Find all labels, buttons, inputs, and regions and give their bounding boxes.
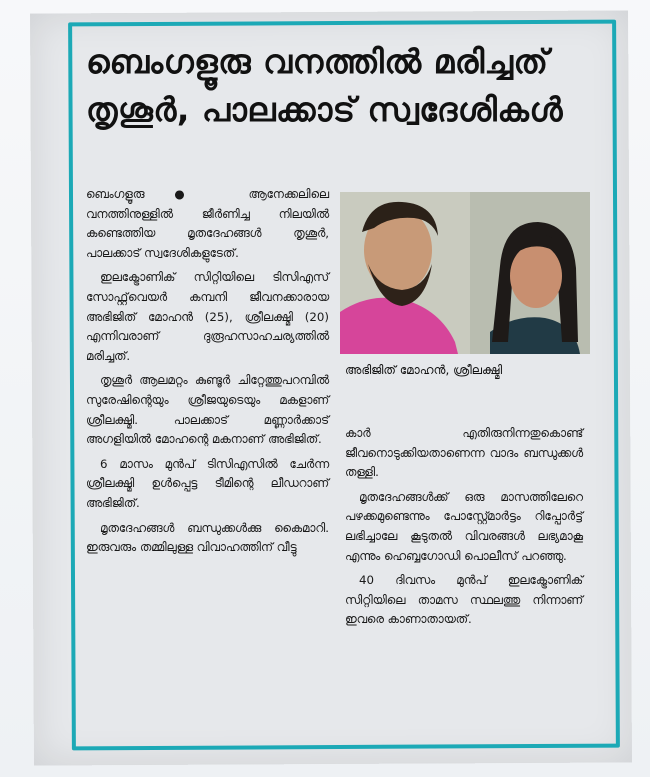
couple-photo [340, 192, 590, 354]
article-headline: ബെംഗളൂരു വനത്തിൽ മരിച്ചത് തൃശൂർ, പാലക്കാട് സ്വദേശികൾ [86, 42, 563, 129]
paragraph-dateline: ബെംഗളൂരു● ആനേക്കലിലെ വനത്തിനുള്ളിൽ ജീർണിച്ച നിലയിൽ കണ്ടെത്തിയ മൃതദേഹങ്ങൾ തൃശൂർ, പാലക്കാട് സ്വദേശികളുടേത്. [86, 187, 329, 260]
paragraph: കാർ എതിരുനിന്നതുകൊണ്ട് ജീവനൊടുക്കിയതാണെന്ന വാദം ബന്ധുക്കൾ തള്ളി. [345, 426, 583, 480]
paragraph: ഇലക്ട്രോണിക് സിറ്റിയിലെ ടിസിഎസ് സോഫ്റ്റ്‌വെയർ കമ്പനി ജീവനക്കാരായ അഭിജിത് മോഹൻ (25), ശ്രീലക്ഷ്മി (20) എന്നിവരാണ് ദുരൂഹസാഹചര്യത്തിൽ മരിച്ചത്. [86, 270, 329, 363]
paragraph: മൃതദേഹങ്ങൾ ബന്ധുക്കൾക്കു കൈമാറി. ഇരുവരും തമ്മിലുള്ള വിവാഹത്തിന് വീട്ടു [86, 520, 329, 555]
photo-caption: അഭിജിത് മോഹൻ, ശ്രീലക്ഷ്മി [345, 363, 503, 377]
paragraph: 6 മാസം മുൻപ് ടിസിഎസിൽ ചേർന്ന ശ്രീലക്ഷ്മി ഉൾപ്പെട്ട ടീമിന്റെ ലീഡറാണ് അഭിജിത്. [86, 456, 329, 510]
paragraph: മൃതദേഹങ്ങൾക്ക് ഒരു മാസത്തിലേറെ പഴക്കമുണ്ടെന്നും പോസ്റ്റ്മോർട്ടം റിപ്പോർട്ട് ലഭിച്ചാലേ കൂടുതൽ വിവരങ്ങൾ ലഭ്യമാകൂ എന്നും ഹെബ്ബഗോഡി പൊലീസ് പറഞ്ഞു. [345, 489, 583, 563]
paragraph: 40 ദിവസം മുൻപ് ഇലക്ട്രോണിക് സിറ്റിയിലെ താമസ സ്ഥലത്തു നിന്നാണ് ഇവരെ കാണാതായത്. [345, 573, 583, 627]
article-column-right [345, 424, 583, 635]
article-column-left [86, 185, 329, 563]
paragraph: തൃശൂർ ആലമറ്റം കുണ്ടൂർ ചിറ്റേത്തുപറമ്പിൽ സുരേഷിന്റെയും ശ്രീജയുടെയും മകളാണ് ശ്രീലക്ഷ്മി. പാലക്കാട് മണ്ണാർക്കാട് അഗളിയിൽ മോഹന്റെ മകനാണ് അഭിജിത്. [86, 373, 329, 447]
photo-illustration [340, 192, 590, 354]
